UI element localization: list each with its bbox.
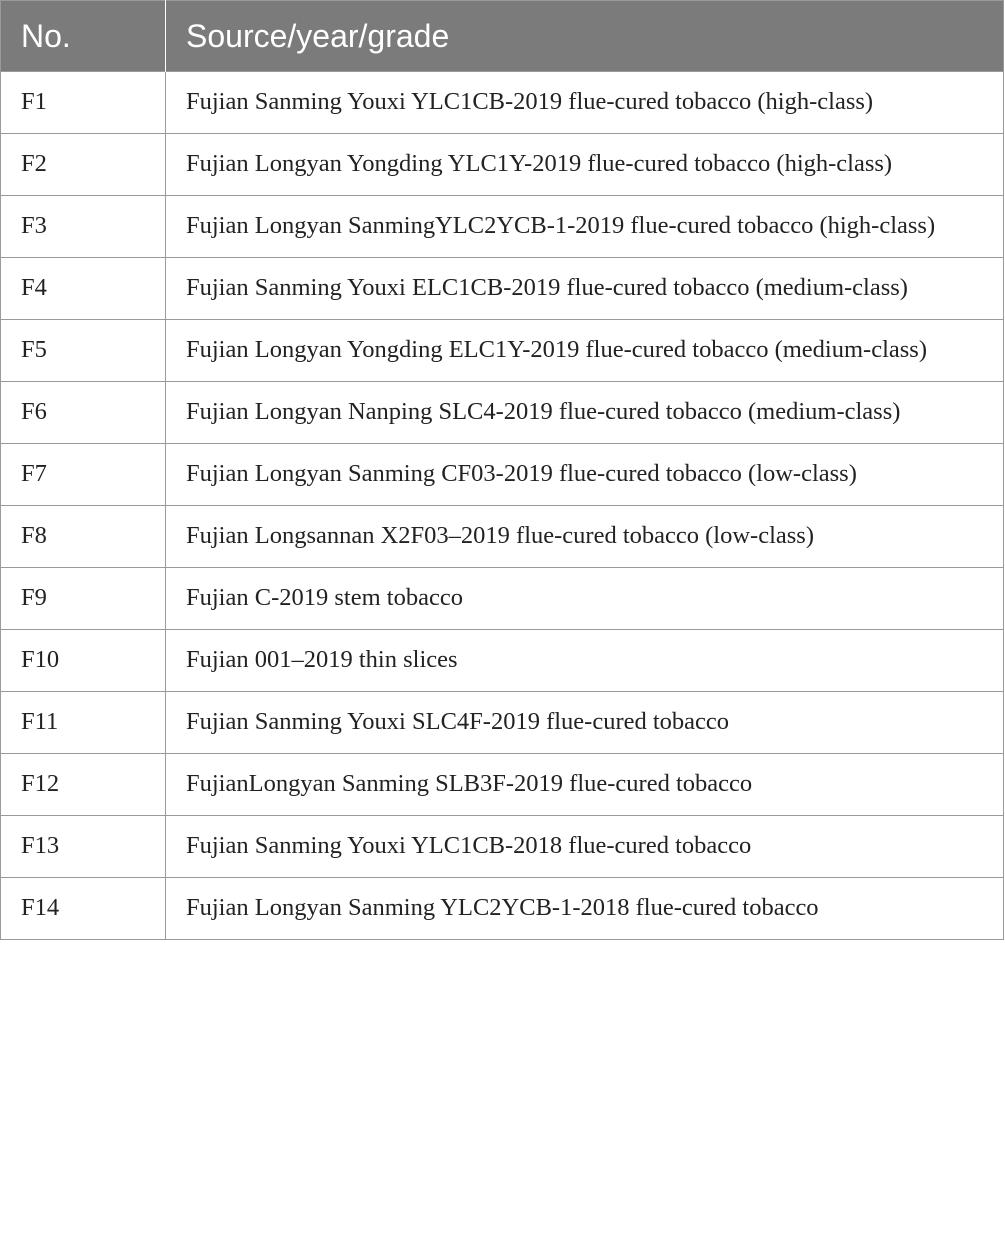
cell-no: F7 <box>1 444 166 506</box>
cell-source: FujianLongyan Sanming SLB3F-2019 flue-cured tobacco <box>166 754 1004 816</box>
table-row <box>1 258 1004 320</box>
cell-no: F1 <box>1 72 166 134</box>
cell-no: F2 <box>1 134 166 196</box>
cell-no: F8 <box>1 506 166 568</box>
table-row <box>1 692 1004 754</box>
cell-no: F5 <box>1 320 166 382</box>
cell-no: F14 <box>1 878 166 940</box>
table-row <box>1 506 1004 568</box>
cell-source: Fujian Longyan Sanming YLC2YCB-1-2018 flue-cured tobacco <box>166 878 1004 940</box>
cell-no: F10 <box>1 630 166 692</box>
cell-source: Fujian Longyan Nanping SLC4-2019 flue-cured tobacco (medium-class) <box>166 382 1004 444</box>
cell-no: F4 <box>1 258 166 320</box>
table-row <box>1 568 1004 630</box>
table-row <box>1 320 1004 382</box>
cell-no: F6 <box>1 382 166 444</box>
table-row <box>1 630 1004 692</box>
cell-source: Fujian Sanming Youxi YLC1CB-2019 flue-cured tobacco (high-class) <box>166 72 1004 134</box>
table-row <box>1 754 1004 816</box>
cell-source: Fujian Longyan Yongding YLC1Y-2019 flue-cured tobacco (high-class) <box>166 134 1004 196</box>
cell-source: Fujian Sanming Youxi ELC1CB-2019 flue-cured tobacco (medium-class) <box>166 258 1004 320</box>
table-row <box>1 196 1004 258</box>
table-row <box>1 134 1004 196</box>
table-row <box>1 878 1004 940</box>
column-header-source: Source/year/grade <box>166 1 1004 72</box>
cell-source: Fujian Longsannan X2F03–2019 flue-cured tobacco (low-class) <box>166 506 1004 568</box>
cell-source: Fujian Longyan Yongding ELC1Y-2019 flue-cured tobacco (medium-class) <box>166 320 1004 382</box>
column-header-no: No. <box>1 1 166 72</box>
cell-source: Fujian C-2019 stem tobacco <box>166 568 1004 630</box>
cell-no: F13 <box>1 816 166 878</box>
table-row <box>1 72 1004 134</box>
cell-source: Fujian Sanming Youxi SLC4F-2019 flue-cured tobacco <box>166 692 1004 754</box>
cell-no: F9 <box>1 568 166 630</box>
cell-no: F11 <box>1 692 166 754</box>
cell-source: Fujian Longyan SanmingYLC2YCB-1-2019 flue-cured tobacco (high-class) <box>166 196 1004 258</box>
cell-source: Fujian Sanming Youxi YLC1CB-2018 flue-cured tobacco <box>166 816 1004 878</box>
cell-source: Fujian 001–2019 thin slices <box>166 630 1004 692</box>
cell-source: Fujian Longyan Sanming CF03-2019 flue-cured tobacco (low-class) <box>166 444 1004 506</box>
table-row <box>1 816 1004 878</box>
table-row <box>1 444 1004 506</box>
cell-no: F12 <box>1 754 166 816</box>
table-row <box>1 382 1004 444</box>
cell-no: F3 <box>1 196 166 258</box>
table-header-row <box>1 1 1004 72</box>
